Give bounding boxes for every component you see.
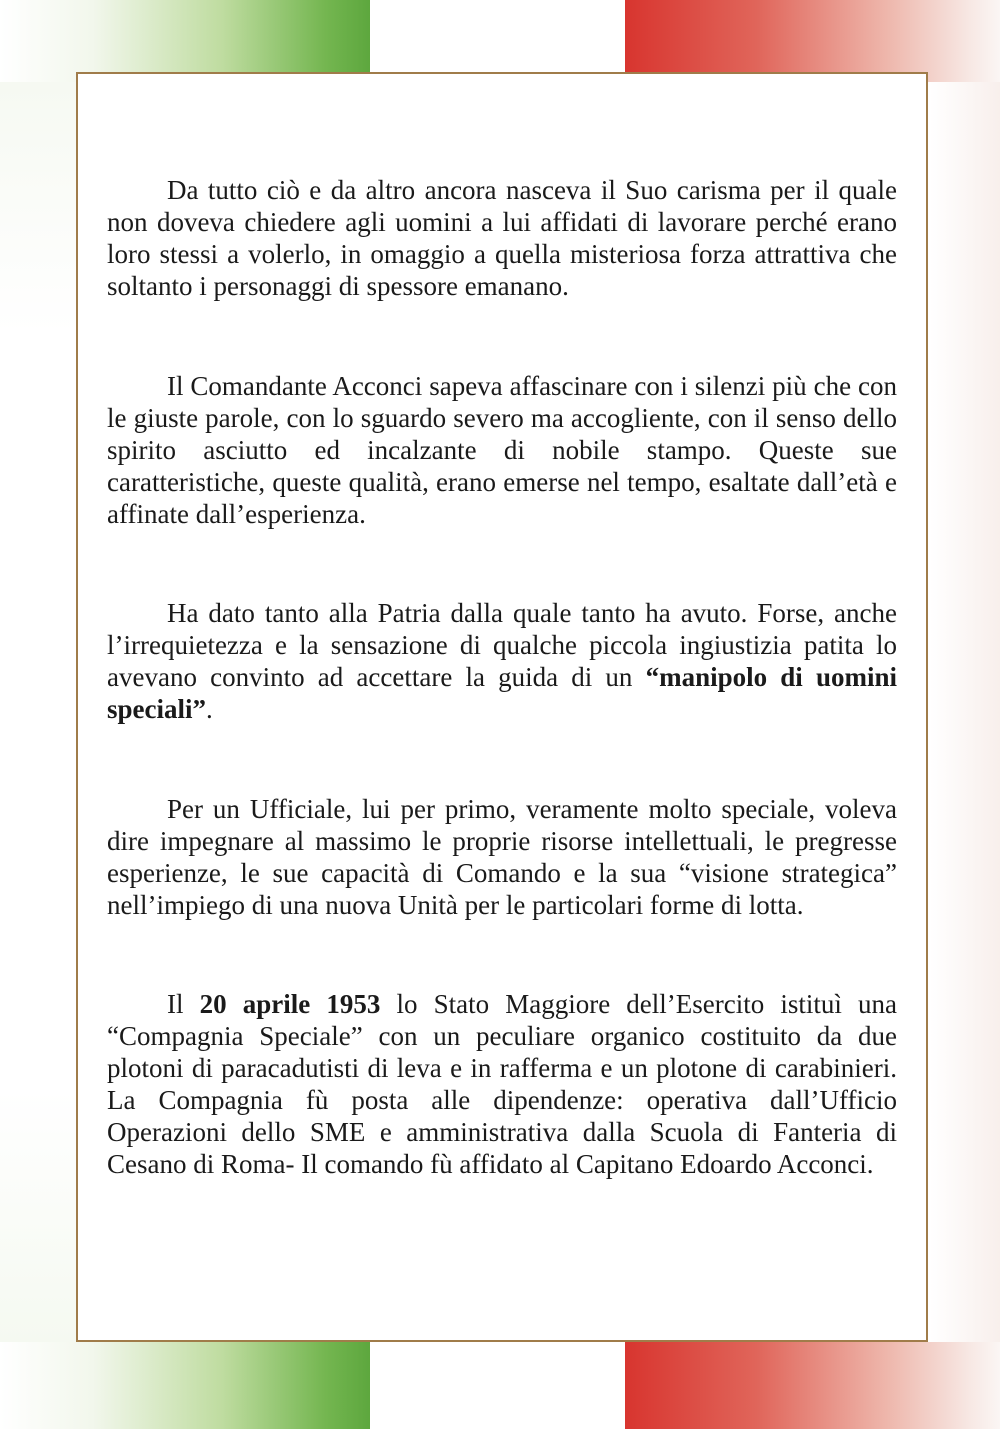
paragraph-compagnia xyxy=(107,988,897,1180)
paragraph-patria-text: Ha dato tanto alla Patria dalla quale tanto ha avuto. Forse, anche l’irrequietezza e la sensazione di qualche piccola ingiustizia patita lo avevano convinto ad accettare la guida di un xyxy=(107,598,897,692)
flag-white-stripe-bottom xyxy=(370,1342,625,1429)
tricolor-band-top xyxy=(0,0,1000,82)
paragraph-comandante: Il Comandante Acconci sapeva affascinare con i silenzi più che con le giuste parole, con lo sguardo severo ma accogliente, con il senso dello spirito asciutto ed incalzante di nobile stampo. Queste sue caratteristiche, queste qualità, erano emerse nel tempo, esaltate dall’età e affinate dall’esperienza. xyxy=(107,371,897,529)
flag-white-stripe-top xyxy=(370,0,625,82)
paragraph-patria-end: . xyxy=(206,694,213,724)
right-margin-shade xyxy=(930,82,1000,1342)
left-margin-shade xyxy=(0,82,76,1342)
paragraph-ufficiale: Per un Ufficiale, lui per primo, veramente molto speciale, voleva dire impegnare al massimo le proprie risorse intellettuali, le pregresse esperienze, le sue capacità di Comando e la sua “visione strategica” nell’impiego di una nuova Unità per le particolari forme di lotta. xyxy=(107,794,897,920)
flag-red-stripe-top xyxy=(625,0,1000,82)
paragraph-compagnia-text: lo Stato Maggiore dell’Esercito istituì una “Compagnia Speciale” con un peculiare organico costituito da due plotoni di paracadutisti di leva e in rafferma e un plotone di carabinieri. La Compagnia fù posta alle dipendenze: operativa dall’Ufficio Operazioni dello SME e amministrativa dalla Scuola di Fanteria di Cesano di Roma- Il comando fù affidato al Capitano Edoardo Acconci. xyxy=(107,989,897,1179)
flag-red-stripe-bottom xyxy=(625,1342,1000,1429)
flag-green-stripe-top xyxy=(0,0,370,82)
paragraph-compagnia-start: Il xyxy=(167,989,200,1019)
tricolor-band-bottom xyxy=(0,1342,1000,1429)
date-emphasis: 20 aprile 1953 xyxy=(199,989,381,1019)
manipolo-emphasis: “manipolo di uomini speciali” xyxy=(107,662,897,724)
flag-green-stripe-bottom xyxy=(0,1342,370,1429)
paragraph-carisma: Da tutto ciò e da altro ancora nasceva il Suo carisma per il quale non doveva chiedere agli uomini a lui affidati di lavorare perché erano loro stessi a volerlo, in omaggio a quella misteriosa forza attrattiva che soltanto i personaggi di spessore emanano. xyxy=(107,175,897,301)
paragraph-patria xyxy=(107,597,897,725)
